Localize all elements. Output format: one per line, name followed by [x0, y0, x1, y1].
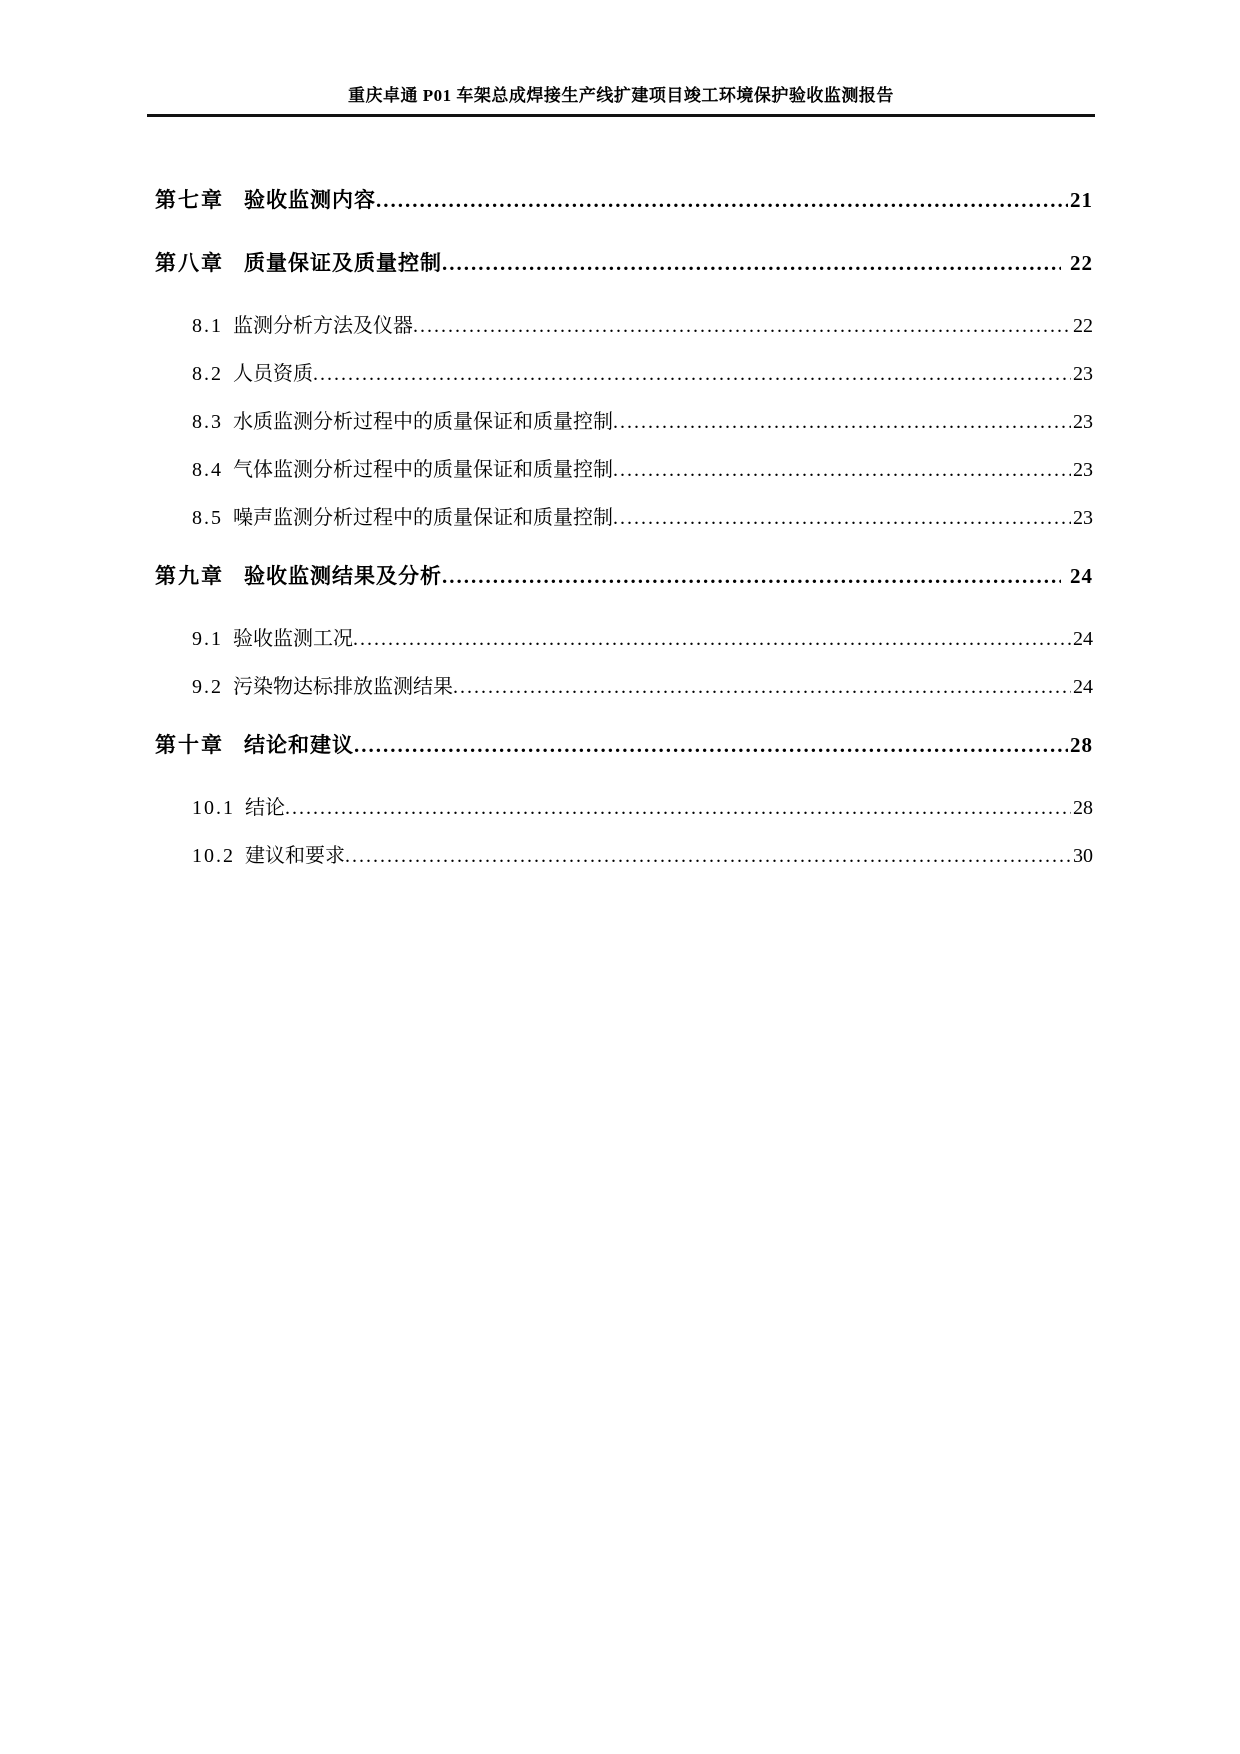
toc-entry-page: 30 — [1073, 845, 1093, 867]
toc-entry[interactable] — [155, 311, 1093, 341]
dot-leader — [613, 503, 1071, 533]
dot-leader — [413, 311, 1071, 341]
toc-entry-num: 第八章 — [155, 251, 224, 275]
table-of-contents — [0, 117, 1240, 871]
toc-entry-title: 人员资质 — [233, 363, 313, 385]
page-header-title: 重庆卓通 P01 车架总成焊接生产线扩建项目竣工环境保护验收监测报告 — [348, 86, 894, 105]
toc-entry[interactable] — [155, 407, 1093, 437]
toc-entry-num: 8.2 — [192, 363, 223, 385]
toc-entry-page: 24 — [1073, 676, 1093, 698]
dot-leader — [353, 624, 1071, 654]
dot-leader — [613, 455, 1071, 485]
toc-entry[interactable] — [155, 672, 1093, 702]
toc-entry-num: 第十章 — [155, 733, 224, 757]
toc-entry-title: 水质监测分析过程中的质量保证和质量控制 — [233, 411, 613, 433]
dot-leader — [313, 359, 1071, 389]
toc-entry[interactable] — [155, 730, 1093, 760]
toc-entry-page: 23 — [1073, 363, 1093, 385]
toc-entry-num: 9.1 — [192, 628, 223, 650]
toc-entry-num: 9.2 — [192, 676, 223, 698]
toc-entry-page: 28 — [1070, 733, 1093, 757]
toc-entry-num: 8.5 — [192, 507, 223, 529]
toc-entry-num: 10.2 — [192, 845, 235, 867]
toc-entry-page: 22 — [1073, 315, 1093, 337]
toc-entry-page: 23 — [1073, 507, 1093, 529]
toc-entry[interactable] — [155, 185, 1093, 215]
toc-entry-title: 噪声监测分析过程中的质量保证和质量控制 — [233, 507, 613, 529]
toc-entry-page: 23 — [1073, 459, 1093, 481]
toc-entry[interactable] — [155, 359, 1093, 389]
toc-entry[interactable] — [155, 793, 1093, 823]
toc-entry-num: 10.1 — [192, 797, 235, 819]
dot-leader — [442, 561, 1061, 591]
toc-entry-title: 结论和建议 — [244, 733, 354, 757]
toc-entry[interactable] — [155, 248, 1093, 278]
dot-leader — [345, 841, 1071, 871]
toc-entry-title: 结论 — [245, 797, 285, 819]
dot-leader — [285, 793, 1071, 823]
toc-entry-title: 污染物达标排放监测结果 — [233, 676, 453, 698]
toc-entry-page: 21 — [1070, 188, 1093, 212]
dot-leader — [354, 730, 1068, 760]
toc-entry-title: 验收监测结果及分析 — [244, 564, 442, 588]
toc-entry-num: 8.3 — [192, 411, 223, 433]
toc-entry-num: 8.4 — [192, 459, 223, 481]
toc-entry-title: 气体监测分析过程中的质量保证和质量控制 — [233, 459, 613, 481]
toc-entry[interactable] — [155, 624, 1093, 654]
toc-entry-title: 验收监测内容 — [244, 188, 376, 212]
toc-entry-title: 质量保证及质量控制 — [244, 251, 442, 275]
toc-entry-title: 监测分析方法及仪器 — [233, 315, 413, 337]
toc-entry-title: 验收监测工况 — [233, 628, 353, 650]
toc-entry[interactable] — [155, 455, 1093, 485]
page-header — [0, 0, 1240, 117]
toc-entry-page: 23 — [1073, 411, 1093, 433]
dot-leader — [376, 185, 1068, 215]
dot-leader — [442, 248, 1061, 278]
toc-entry-page: 24 — [1073, 628, 1093, 650]
toc-entry[interactable] — [155, 561, 1093, 591]
toc-entry-page: 24 — [1070, 564, 1093, 588]
toc-entry-page: 28 — [1073, 797, 1093, 819]
dot-leader — [613, 407, 1071, 437]
toc-entry[interactable] — [155, 841, 1093, 871]
toc-entry-num: 第九章 — [155, 564, 224, 588]
toc-entry-num: 8.1 — [192, 315, 223, 337]
toc-entry-num: 第七章 — [155, 188, 224, 212]
dot-leader — [453, 672, 1071, 702]
toc-entry-page: 22 — [1070, 251, 1093, 275]
toc-entry[interactable] — [155, 503, 1093, 533]
toc-entry-title: 建议和要求 — [245, 845, 345, 867]
